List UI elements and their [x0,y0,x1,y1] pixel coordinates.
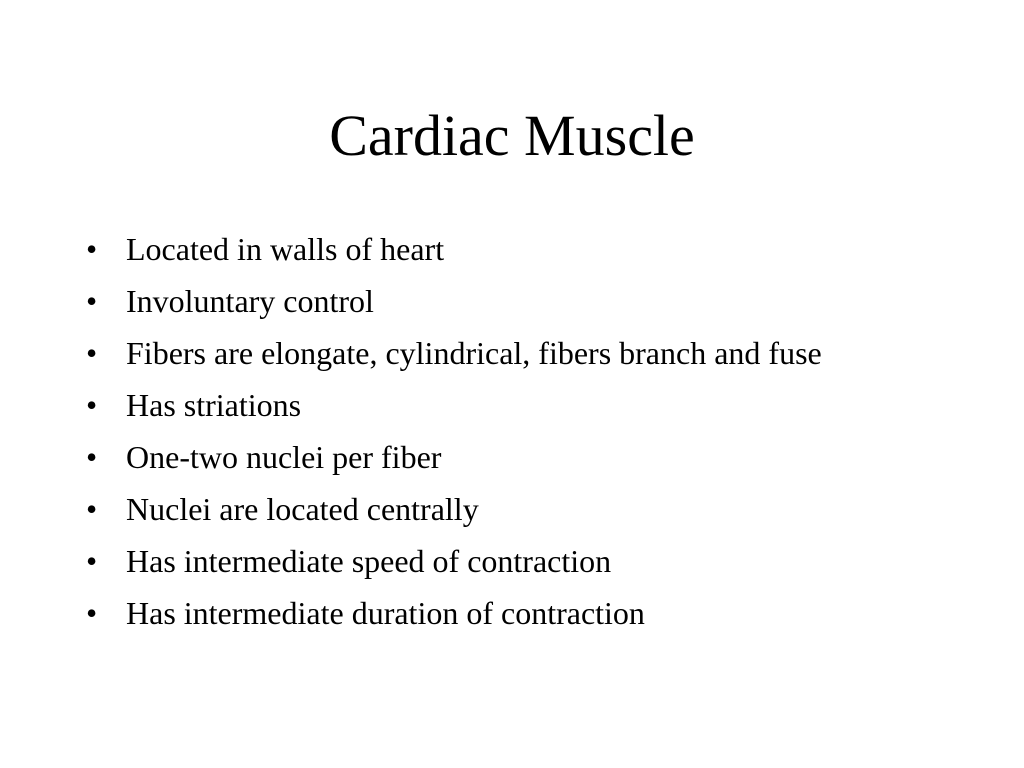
bullet-icon: • [86,387,98,423]
list-item-text: One-two nuclei per fiber [126,439,442,475]
list-item-text: Has intermediate speed of contraction [126,543,612,579]
list-item [84,383,944,427]
bullet-icon: • [86,439,98,475]
list-item-text: Involuntary control [126,283,374,319]
list-item-text: Has intermediate duration of contraction [126,595,645,631]
bullet-icon: • [86,543,98,579]
list-item-text: Has striations [126,387,302,423]
list-item [84,487,944,531]
list-item [84,331,944,375]
bullet-icon: • [86,335,98,371]
list-item-text: Nuclei are located centrally [126,491,479,527]
bullet-icon: • [86,283,98,319]
list-item [84,227,944,271]
list-item [84,539,944,583]
list-item-text: Fibers are elongate, cylindrical, fibers branch and fuse [126,335,822,371]
list-item-text: Located in walls of heart [126,231,445,267]
list-item [84,435,944,479]
list-item [84,591,944,635]
bullet-list [84,227,944,643]
list-item [84,279,944,323]
slide-title: Cardiac Muscle [329,103,695,168]
bullet-icon: • [86,491,98,527]
bullet-icon: • [86,231,98,267]
bullet-icon: • [86,595,98,631]
